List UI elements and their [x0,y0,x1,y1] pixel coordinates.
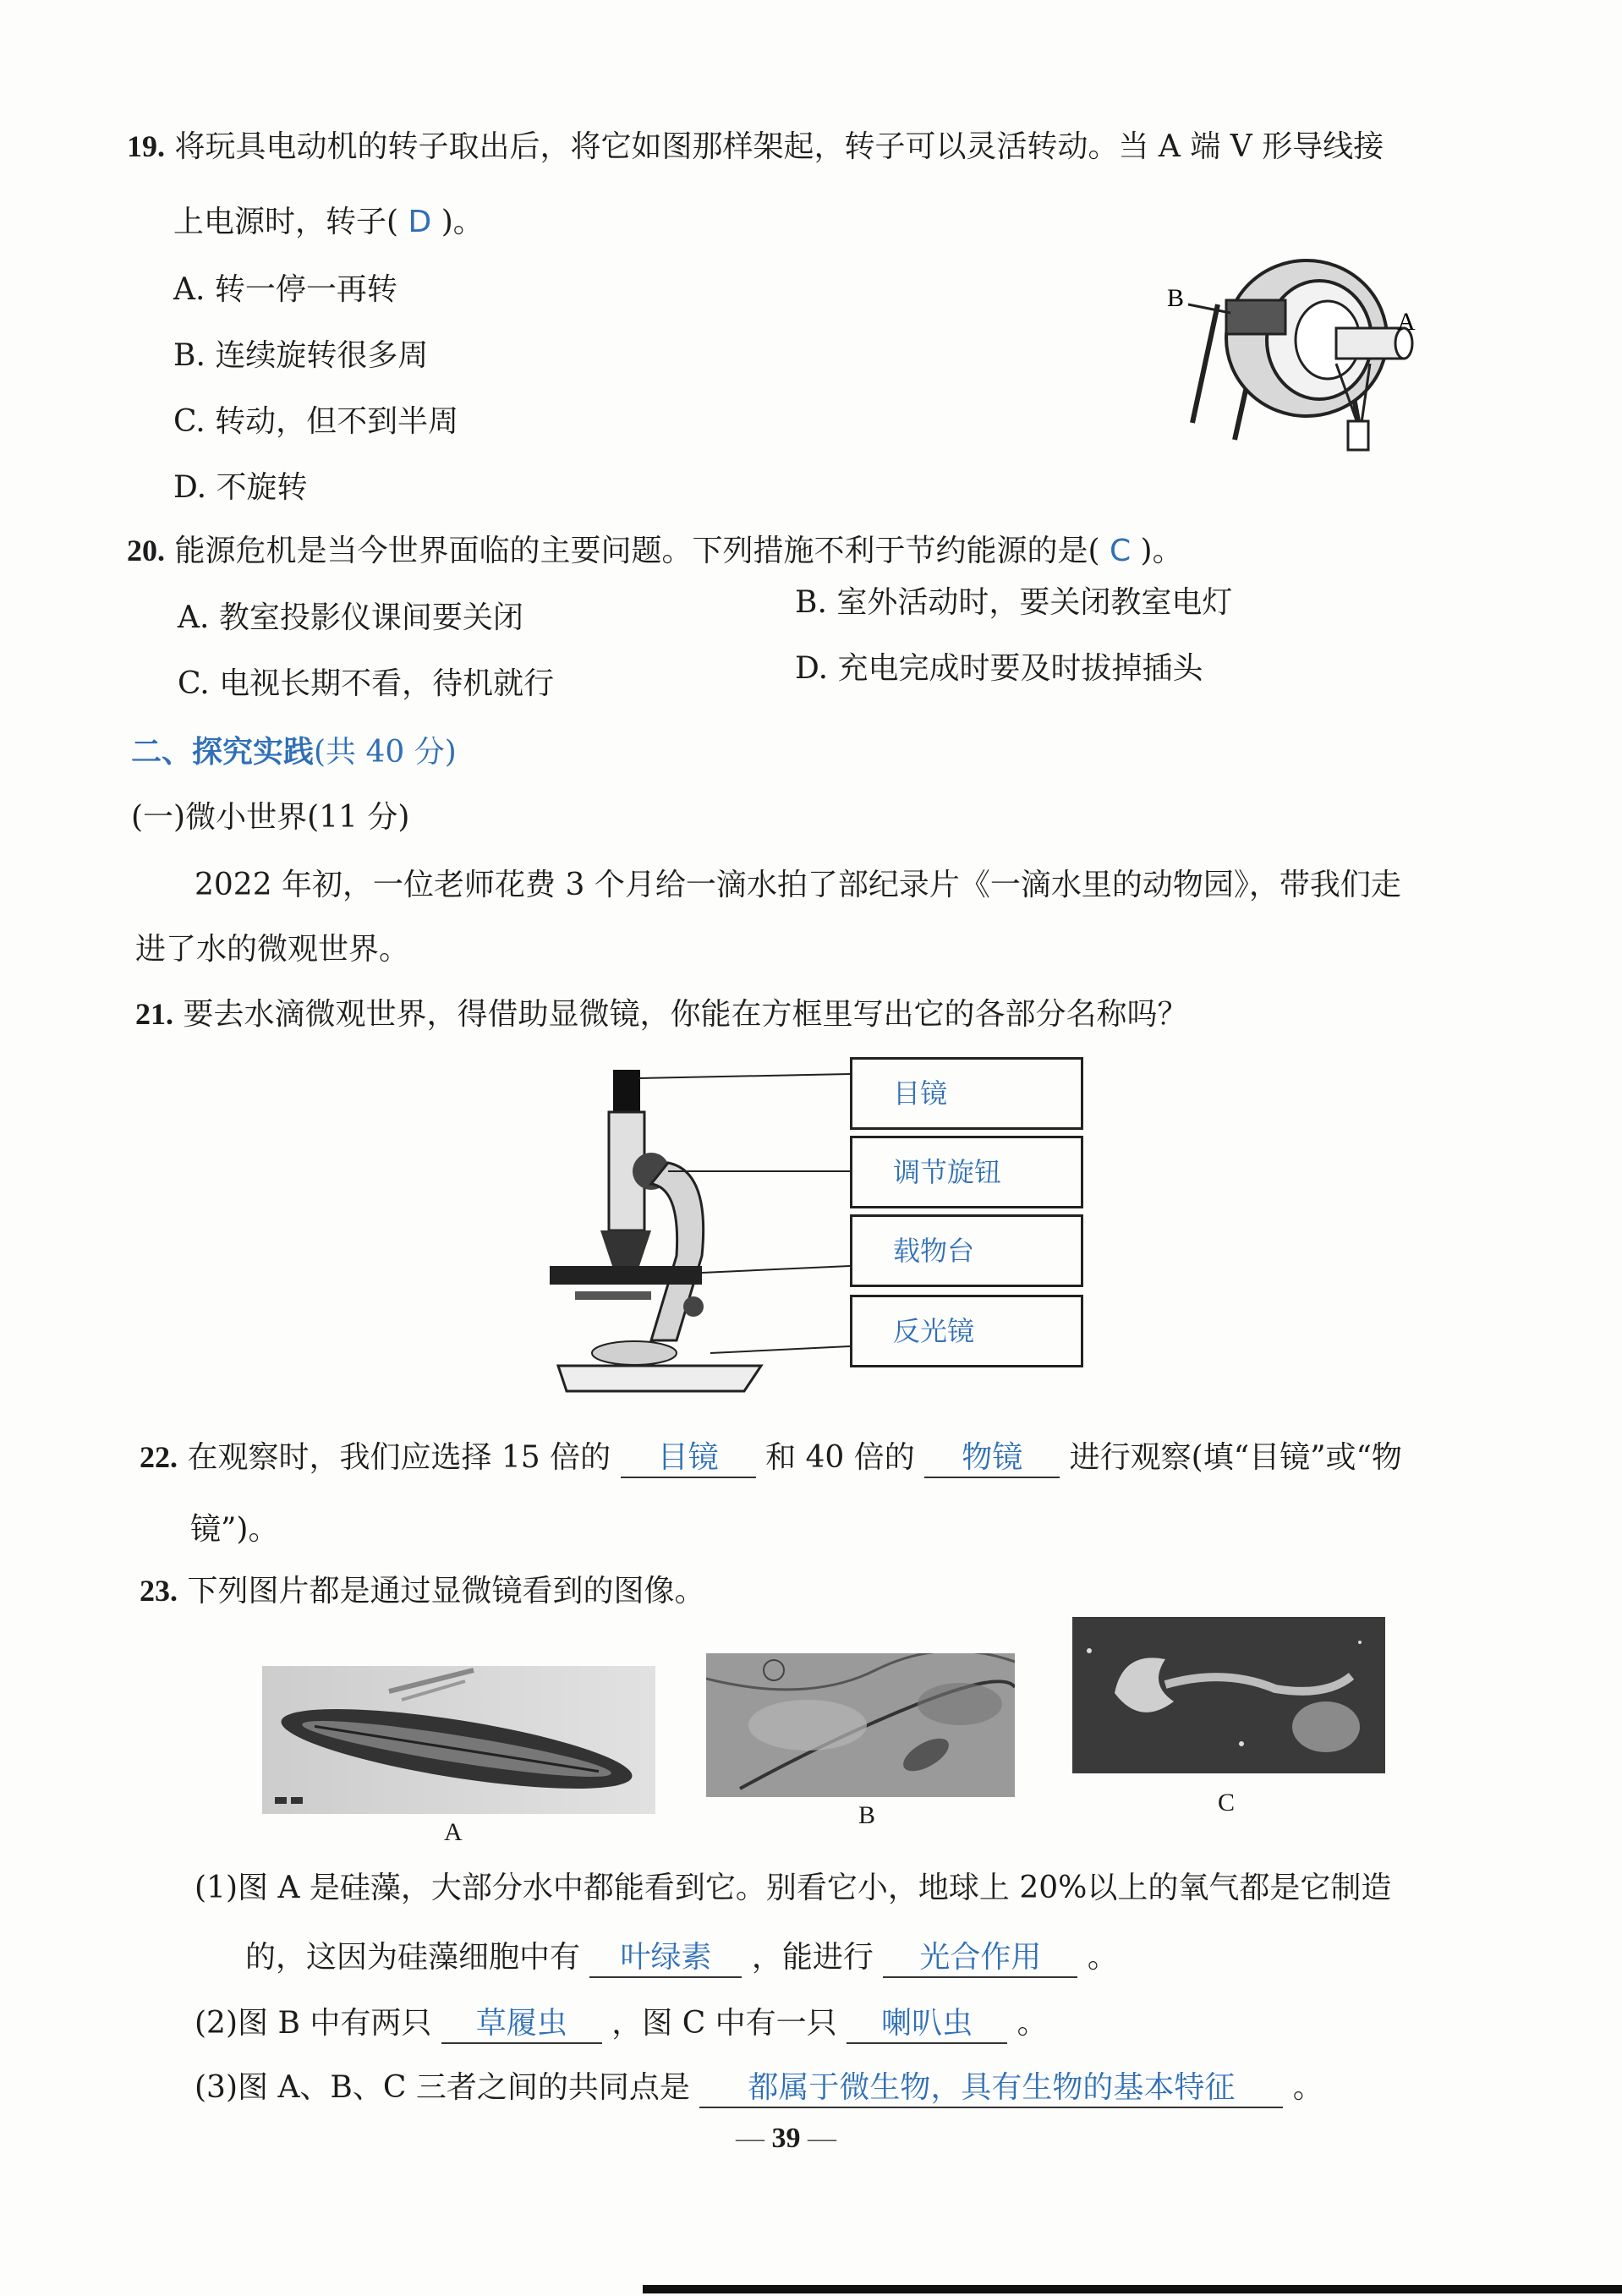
figure-label-a: A [1397,308,1416,336]
q19-number: 19. [127,129,165,163]
section-title-text: 二、探究实践 [131,734,315,770]
q20-stem [127,531,1183,571]
q22-text-2: 和 40 倍的 [765,1440,915,1475]
q23-stem [140,1571,704,1611]
q23-sub2-text-c: 。 [1016,2006,1048,2041]
q23-blank-common-feature[interactable]: 都属于微生物，具有生物的基本特征 [699,2069,1283,2108]
q23-blank-stentor[interactable]: 喇叭虫 [847,2005,1007,2044]
section-score: (共 40 分) [314,735,457,770]
label-mirror: 反光镜 [893,1315,975,1347]
q23-blank-photosynthesis[interactable]: 光合作用 [883,1939,1077,1978]
q23-number: 23. [140,1574,178,1608]
q21-number: 21. [135,997,173,1031]
q19-text: 将玩具电动机的转子取出后，将它如图那样架起，转子可以灵活转动。当 A 端 V 形导线接 [174,129,1384,164]
label-box-mirror[interactable] [850,1295,1083,1367]
q20-stem-close: )。 [1140,534,1183,568]
caption-b: B [858,1801,876,1829]
q23-blank-paramecium[interactable]: 草履虫 [441,2005,602,2044]
bottom-rule [643,2285,1622,2293]
subsection-title: (一)微小世界(11 分) [131,800,410,835]
q20-option-a: A. 教室投影仪课间要关闭 [178,600,523,635]
q20-option-b: B. 室外活动时，要关闭教室电灯 [795,585,1233,620]
q23-sub1-line2 [245,1938,1118,1978]
q22-line2: 镜”)。 [190,1512,279,1547]
label-stage: 载物台 [893,1235,975,1267]
q21-stem [135,995,1187,1034]
caption-a: A [444,1818,463,1846]
q19-line1 [127,127,1384,167]
label-eyepiece: 目镜 [893,1077,948,1110]
q20-option-d: D. 充电完成时要及时拔掉插头 [795,651,1203,686]
q19-answer: D [408,205,432,239]
q19-stem-close: )。 [441,205,484,239]
q23-sub1-text-c: 。 [1087,1940,1118,1975]
intro-line2: 进了水的微观世界。 [135,932,410,967]
q19-stem-end: 上电源时，转子( [173,205,399,239]
q19-option-a: A. 转一停一再转 [173,272,397,307]
q19-option-c: C. 转动，但不到半周 [173,404,459,439]
q22-text-3: 进行观察(填“目镜”或“物 [1069,1440,1402,1475]
q22-number: 22. [140,1440,178,1474]
q22-blank-2[interactable]: 物镜 [924,1439,1060,1478]
microscope-figure [541,1061,863,1400]
label-box-eyepiece[interactable] [850,1057,1083,1130]
q23-blank-chlorophyll[interactable]: 叶绿素 [589,1939,742,1978]
q23-sub2-text-b: ，图 C 中有一只 [611,2006,837,2041]
q22-text-1: 在观察时，我们应选择 15 倍的 [187,1440,611,1475]
q23-sub3-text-a: (3)图 A、B、C 三者之间的共同点是 [195,2070,690,2105]
q23-sub1-text-b: ，能进行 [751,1940,874,1975]
q23-sub3-text-b: 。 [1292,2070,1323,2105]
q19-option-d: D. 不旋转 [173,470,308,505]
paramecium-photo [706,1653,1015,1797]
q20-option-c: C. 电视长期不看，待机就行 [178,666,555,701]
q22-blank-1[interactable]: 目镜 [621,1439,756,1478]
q23-text: 下列图片都是通过显微镜看到的图像。 [187,1574,705,1608]
stentor-photo [1072,1617,1385,1773]
figure-label-b: B [1167,284,1185,312]
q19-option-b: B. 连续旋转很多周 [173,338,429,373]
label-box-focus-knob[interactable] [850,1136,1083,1208]
page-number-value: 39 [771,2123,801,2154]
q20-answer: C [1109,534,1132,568]
q22-line1 [140,1438,1402,1478]
q23-sub1-line1: (1)图 A 是硅藻，大部分水中都能看到它。别看它小，地球上 20%以上的氧气都是它制造 [195,1871,1392,1905]
page-number: — 39 — [736,2123,836,2154]
caption-c: C [1218,1789,1236,1817]
q23-sub1-text-a: 的，这因为硅藻细胞中有 [245,1940,581,1975]
q23-sub2-text-a: (2)图 B 中有两只 [195,2006,432,2041]
intro-line1: 2022 年初，一位老师花费 3 个月给一滴水拍了部纪录片《一滴水里的动物园》，带我们走 [195,868,1401,902]
diatom-photo [262,1666,655,1814]
section-title [131,732,457,772]
q19-line2 [173,203,484,242]
label-focus-knob: 调节旋钮 [893,1156,1002,1188]
q21-text: 要去水滴微观世界，得借助显微镜，你能在方框里写出它的各部分名称吗？ [183,997,1188,1032]
q20-number: 20. [127,534,165,567]
q23-sub2 [195,2004,1048,2044]
motor-rotor-figure [1167,245,1438,465]
label-box-stage[interactable] [850,1214,1083,1287]
q20-text: 能源危机是当今世界面临的主要问题。下列措施不利于节约能源的是( [174,534,1100,568]
q23-sub3 [195,2069,1323,2108]
